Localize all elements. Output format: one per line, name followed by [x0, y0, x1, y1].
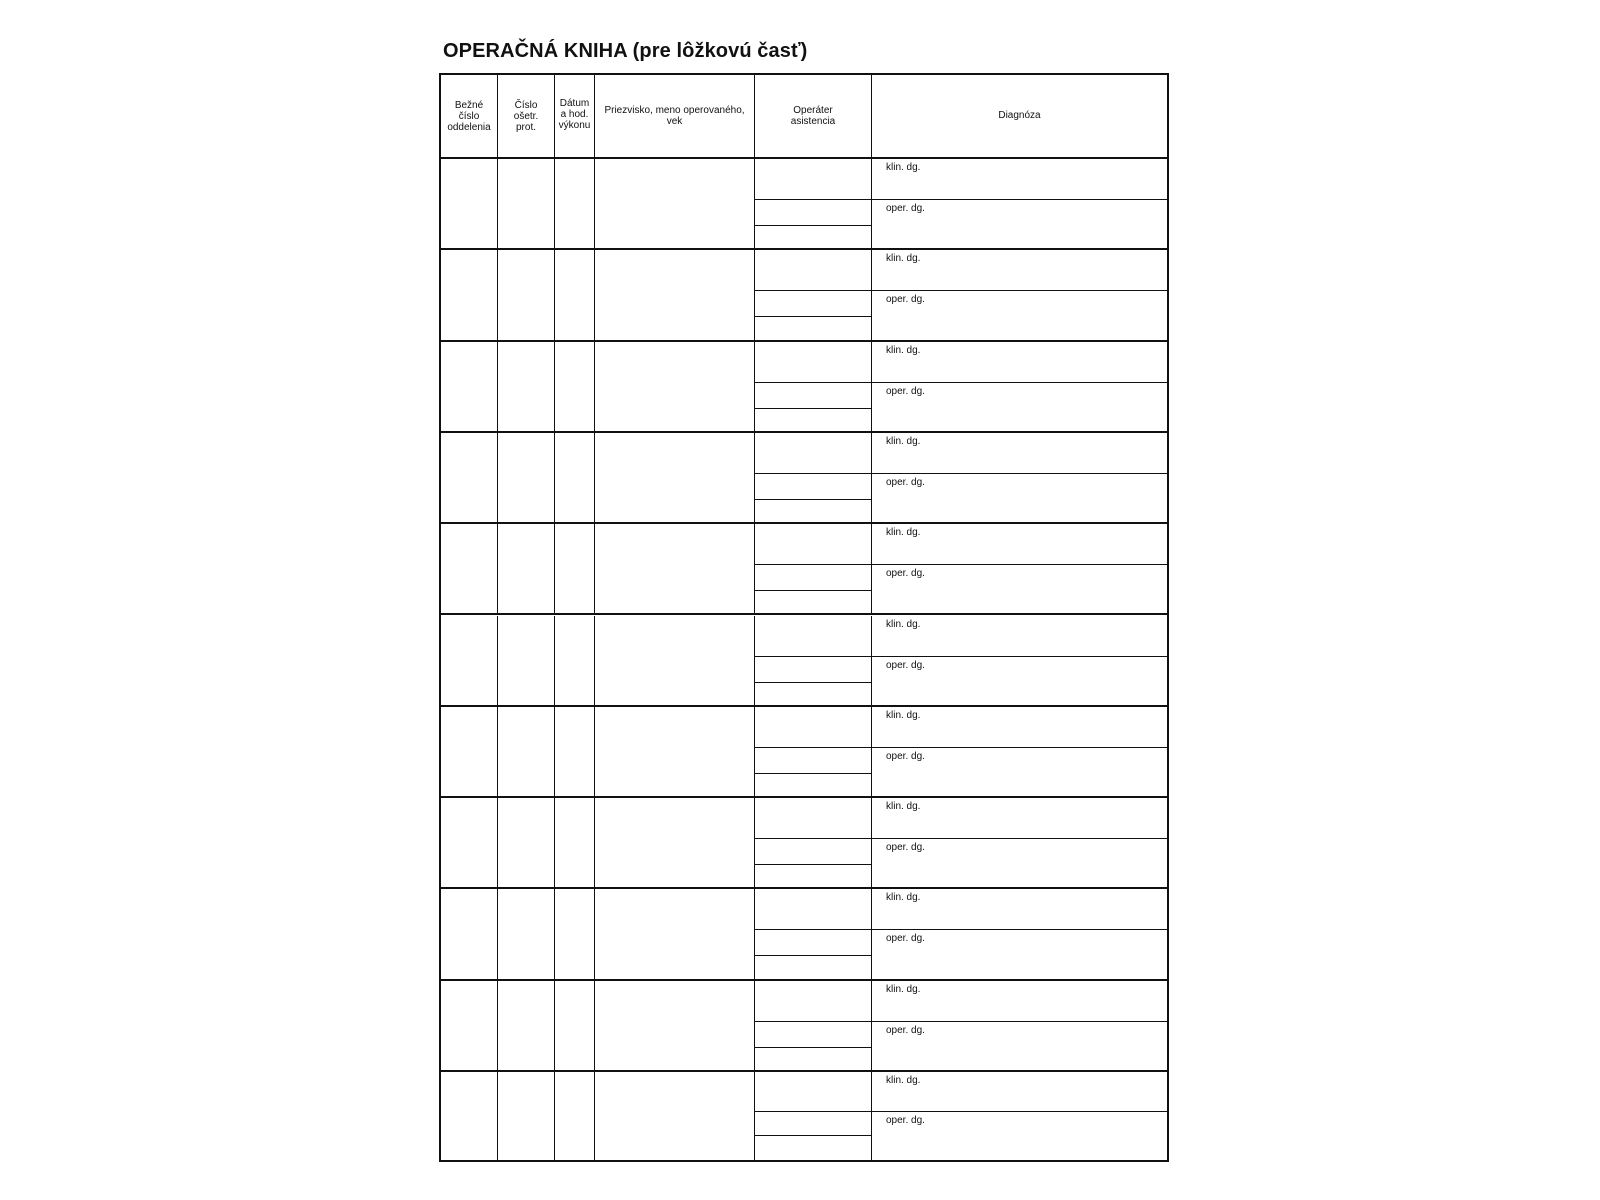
diagnosis-divider [872, 838, 1167, 839]
cell-protocol-number[interactable] [498, 524, 555, 613]
table-row [441, 433, 1167, 524]
cell-patient-name-age[interactable] [595, 250, 755, 339]
cell-surgeon-assistant[interactable] [755, 250, 872, 339]
cell-surgeon-assistant[interactable] [755, 524, 872, 613]
clinical-diagnosis-label: klin. dg. [886, 435, 921, 447]
cell-department-number[interactable] [441, 433, 498, 522]
cell-patient-name-age[interactable] [595, 798, 755, 887]
cell-protocol-number[interactable] [498, 707, 555, 796]
diagnosis-divider [872, 290, 1167, 291]
surgeon-divider [755, 564, 872, 565]
diagnosis-divider [872, 1021, 1167, 1022]
surgeon-divider [755, 1111, 872, 1112]
cell-protocol-number[interactable] [498, 342, 555, 431]
clinical-diagnosis-label: klin. dg. [886, 709, 921, 721]
cell-department-number[interactable] [441, 798, 498, 887]
cell-patient-name-age[interactable] [595, 159, 755, 248]
header-protocol-number-line: prot. [515, 122, 536, 133]
cell-department-number[interactable] [441, 342, 498, 431]
table-row [441, 524, 1167, 615]
cell-date-time[interactable] [555, 889, 595, 978]
cell-protocol-number[interactable] [498, 159, 555, 248]
surgeon-divider [755, 290, 872, 291]
cell-surgeon-assistant[interactable] [755, 889, 872, 978]
operative-diagnosis-label: oper. dg. [886, 659, 925, 671]
surgeon-divider [755, 382, 872, 383]
operative-diagnosis-label: oper. dg. [886, 568, 925, 580]
clinical-diagnosis-label: klin. dg. [886, 527, 921, 539]
clinical-diagnosis-label: klin. dg. [886, 253, 921, 265]
cell-protocol-number[interactable] [498, 798, 555, 887]
cell-surgeon-assistant[interactable] [755, 159, 872, 248]
diagnosis-divider [872, 473, 1167, 474]
assistant-divider [755, 316, 872, 317]
surgeon-divider [755, 929, 872, 930]
assistant-divider [755, 408, 872, 409]
surgeon-divider [755, 656, 872, 657]
header-patient-name-age-line: vek [666, 116, 683, 127]
operation-log-table [439, 73, 1169, 1162]
header-department-number-line: oddelenia [447, 122, 491, 133]
cell-surgeon-assistant[interactable] [755, 433, 872, 522]
cell-date-time[interactable] [555, 981, 595, 1070]
header-surgeon-assistant-line: asistencia [790, 116, 836, 127]
cell-date-time[interactable] [555, 433, 595, 522]
cell-date-time[interactable] [555, 250, 595, 339]
cell-date-time[interactable] [555, 798, 595, 887]
header-surgeon-assistant-line: Operáter [793, 105, 833, 116]
cell-patient-name-age[interactable] [595, 524, 755, 613]
table-row [441, 159, 1167, 250]
header-date-time-line: Dátum [559, 98, 590, 109]
cell-patient-name-age[interactable] [595, 616, 755, 705]
surgeon-divider [755, 1021, 872, 1022]
assistant-divider [755, 1047, 872, 1048]
cell-surgeon-assistant[interactable] [755, 1072, 872, 1160]
diagnosis-divider [872, 929, 1167, 930]
assistant-divider [755, 864, 872, 865]
assistant-divider [755, 955, 872, 956]
cell-patient-name-age[interactable] [595, 433, 755, 522]
clinical-diagnosis-label: klin. dg. [886, 801, 921, 813]
table-header [441, 75, 1167, 159]
cell-protocol-number[interactable] [498, 1072, 555, 1160]
surgeon-divider [755, 747, 872, 748]
cell-patient-name-age[interactable] [595, 981, 755, 1070]
header-department-number-line: číslo [458, 111, 480, 122]
header-patient-name-age [595, 75, 755, 157]
operative-diagnosis-label: oper. dg. [886, 203, 925, 214]
header-department-number-line: Bežné [454, 100, 484, 111]
table-row [441, 1072, 1167, 1160]
surgeon-divider [755, 199, 872, 200]
form-title: OPERAČNÁ KNIHA (pre lôžkovú časť) [443, 40, 808, 62]
cell-surgeon-assistant[interactable] [755, 798, 872, 887]
operative-diagnosis-label: oper. dg. [886, 385, 925, 397]
header-patient-name-age-line: Priezvisko, meno operovaného, [604, 105, 745, 116]
operative-diagnosis-label: oper. dg. [886, 1024, 925, 1036]
header-date-time [555, 75, 595, 157]
cell-protocol-number[interactable] [498, 250, 555, 339]
cell-surgeon-assistant[interactable] [755, 981, 872, 1070]
table-row [441, 798, 1167, 889]
header-protocol-number [498, 75, 555, 157]
cell-department-number[interactable] [441, 1072, 498, 1160]
clinical-diagnosis-label: klin. dg. [886, 1075, 921, 1086]
cell-patient-name-age[interactable] [595, 889, 755, 978]
cell-department-number[interactable] [441, 707, 498, 796]
cell-patient-name-age[interactable] [595, 707, 755, 796]
header-date-time-line: a hod. [560, 109, 589, 120]
operative-diagnosis-label: oper. dg. [886, 294, 925, 306]
assistant-divider [755, 499, 872, 500]
clinical-diagnosis-label: klin. dg. [886, 983, 921, 995]
assistant-divider [755, 773, 872, 774]
diagnosis-divider [872, 564, 1167, 565]
diagnosis-divider [872, 1111, 1167, 1112]
header-protocol-number-line: Číslo [514, 100, 538, 111]
cell-patient-name-age[interactable] [595, 1072, 755, 1160]
operative-diagnosis-label: oper. dg. [886, 842, 925, 854]
cell-surgeon-assistant[interactable] [755, 342, 872, 431]
cell-date-time[interactable] [555, 342, 595, 431]
cell-date-time[interactable] [555, 1072, 595, 1160]
diagnosis-divider [872, 382, 1167, 383]
operative-diagnosis-label: oper. dg. [886, 750, 925, 762]
header-surgeon-assistant [755, 75, 872, 157]
table-row [441, 342, 1167, 433]
cell-protocol-number[interactable] [498, 433, 555, 522]
assistant-divider [755, 1135, 872, 1136]
table-row [441, 707, 1167, 798]
operative-diagnosis-label: oper. dg. [886, 933, 925, 945]
assistant-divider [755, 682, 872, 683]
cell-date-time[interactable] [555, 524, 595, 613]
cell-date-time[interactable] [555, 616, 595, 705]
surgeon-divider [755, 838, 872, 839]
header-department-number [441, 75, 498, 157]
cell-surgeon-assistant[interactable] [755, 616, 872, 705]
cell-surgeon-assistant[interactable] [755, 707, 872, 796]
cell-department-number[interactable] [441, 981, 498, 1070]
diagnosis-divider [872, 199, 1167, 200]
cell-department-number[interactable] [441, 889, 498, 978]
operative-diagnosis-label: oper. dg. [886, 1115, 925, 1126]
assistant-divider [755, 225, 872, 226]
table-row [441, 981, 1167, 1072]
cell-department-number[interactable] [441, 524, 498, 613]
header-date-time-line: výkonu [558, 120, 591, 131]
table-row [441, 889, 1167, 980]
diagnosis-divider [872, 747, 1167, 748]
cell-patient-name-age[interactable] [595, 342, 755, 431]
cell-protocol-number[interactable] [498, 889, 555, 978]
surgeon-divider [755, 473, 872, 474]
cell-department-number[interactable] [441, 616, 498, 705]
header-diagnosis [872, 75, 1167, 157]
cell-department-number[interactable] [441, 250, 498, 339]
cell-protocol-number[interactable] [498, 616, 555, 705]
clinical-diagnosis-label: klin. dg. [886, 344, 921, 356]
header-diagnosis-line: Diagnóza [998, 110, 1041, 121]
clinical-diagnosis-label: klin. dg. [886, 892, 921, 904]
table-row [441, 616, 1167, 707]
cell-protocol-number[interactable] [498, 981, 555, 1070]
cell-date-time[interactable] [555, 159, 595, 248]
table-row [441, 250, 1167, 341]
cell-department-number[interactable] [441, 159, 498, 248]
cell-date-time[interactable] [555, 707, 595, 796]
clinical-diagnosis-label: klin. dg. [886, 618, 921, 630]
assistant-divider [755, 590, 872, 591]
diagnosis-divider [872, 656, 1167, 657]
operative-diagnosis-label: oper. dg. [886, 476, 925, 488]
header-protocol-number-line: ošetr. [513, 111, 539, 122]
clinical-diagnosis-label: klin. dg. [886, 162, 921, 173]
